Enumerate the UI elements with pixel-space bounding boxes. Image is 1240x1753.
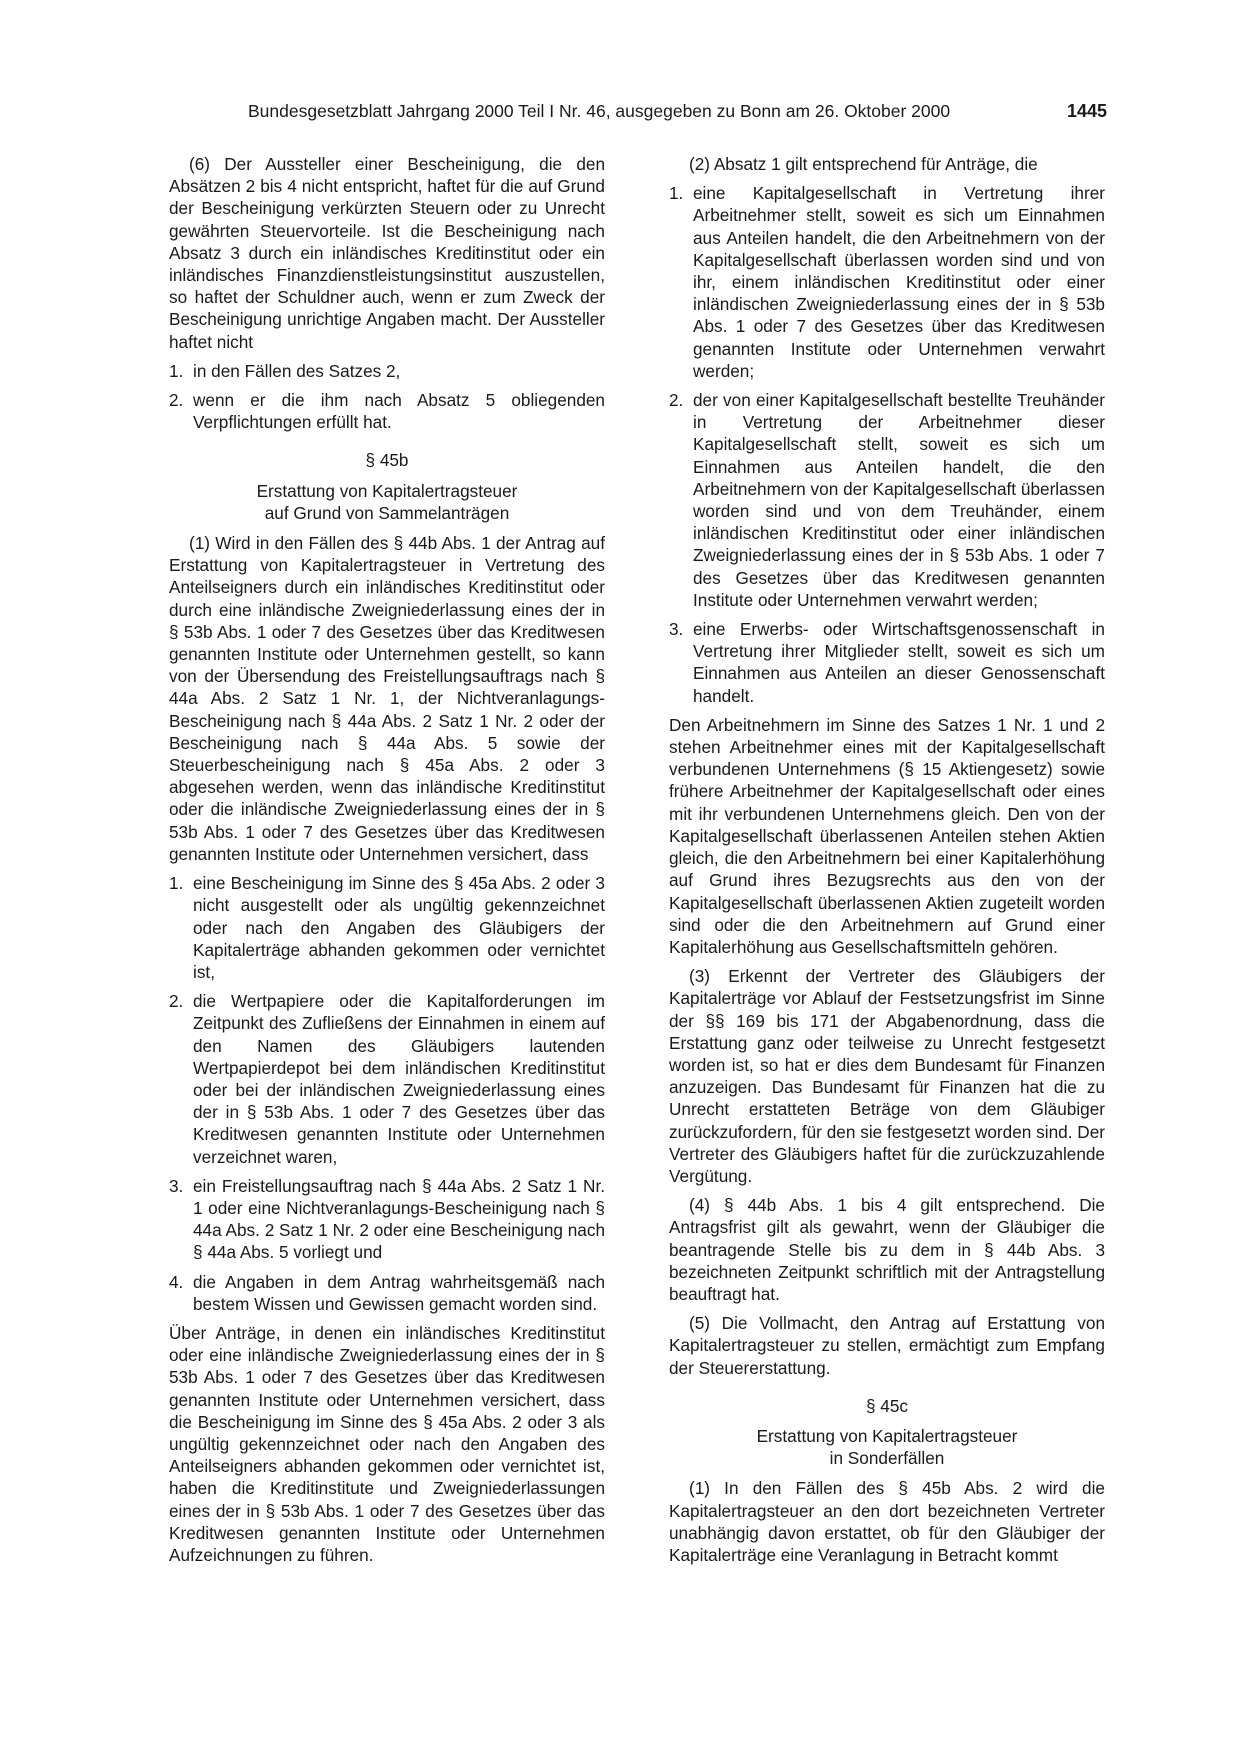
section-45b-paragraph-2-list (669, 182, 1105, 707)
list-item-text: eine Erwerbs- oder Wirtschaftsgenossenschaft in Vertretung ihrer Mitglieder stellt, soweit es sich um Einnahmen aus Anteilen an dieser Genossenschaft handelt. (693, 619, 1105, 706)
list-item-number: 3. (669, 619, 684, 640)
list-item-number: 1. (169, 360, 184, 381)
paragraph-6: (6) Der Aussteller einer Bescheinigung, die den Absätzen 2 bis 4 nicht entspricht, haftet für die auf Grund der Bescheinigung verkürzten Steuern oder zu Unrecht gewährten Steuervorteile. Ist die Bescheinigung nach Absatz 3 durch ein inländisches Kreditinstitut oder ein inländisches Finanzdienstleistungsinstitut auszustellen, so haftet der Schuldner auch, wenn er zum Zweck der Bescheinigung unrichtige Angaben macht. Der Aussteller haftet nicht (169, 154, 605, 352)
list-item-text: ein Freistellungsauftrag nach § 44a Abs. 2 Satz 1 Nr. 1 oder eine Nichtveranlagungs-Bescheinigung nach § 44a Abs. 2 Satz 1 Nr. 2 oder eine Bescheinigung nach § 44a Abs. 5 vorliegt und (193, 1175, 605, 1263)
list-item (169, 990, 605, 1168)
list-item-text: die Wertpapiere oder die Kapitalforderungen im Zeitpunkt des Zufließens der Einnahmen in einem auf den Namen des Gläubigers lautenden Wertpapierdepot bei dem inländischen Kreditinstitut oder bei der inländischen Zweigniederlassung eines der in § 53b Abs. 1 oder 7 des Gesetzes über das Kreditwesen genannten Institute oder Unternehmen verzeichnet waren, (193, 991, 605, 1167)
list-item-text: der von einer Kapitalgesellschaft bestellte Treuhänder in Vertretung der Arbeitnehmer dieser Kapitalgesellschaft stellt, soweit es sich um Einnahmen aus Anteilen handelt, die den Arbeitnehmern von der Kapitalgesellschaft überlassen worden sind und von dem Treuhänder, einem inländischen Kreditinstitut oder einer inländischen Zweigniederlassung eines der in § 53b Abs. 1 oder 7 des Gesetzes über das Kreditwesen genannten Institute oder Unternehmen verwahrt werden; (693, 390, 1105, 610)
list-item-number: 1. (669, 183, 684, 204)
section-45b-title-line2: auf Grund von Sammelanträgen (264, 502, 510, 523)
list-item-number: 2. (169, 390, 184, 411)
section-45b-paragraph-1-list (169, 872, 605, 1315)
list-item (169, 360, 605, 382)
list-item-text: wenn er die ihm nach Absatz 5 obliegenden Verpflichtungen erfüllt hat. (193, 390, 605, 433)
left-column (169, 153, 605, 1573)
right-column (669, 153, 1105, 1573)
section-45b-paragraph-3: (3) Erkennt der Vertreter des Gläubigers der Kapitalerträge vor Ablauf der Festsetzungsfrist im Sinne der §§ 169 bis 171 der Abgabenordnung, dass die Erstattung ganz oder teilweise zu Unrecht festgesetzt worden ist, so hat er dies dem Bundesamt für Finanzen anzuzeigen. Das Bundesamt für Finanzen hat die zu Unrecht erstatteten Beträge von dem Gläubiger zurückzufordern, für den sie festgesetzt worden sind. Der Vertreter des Gläubigers haftet für die zurückzuzahlende Vergütung. (669, 966, 1105, 1186)
list-item-number: 4. (169, 1271, 184, 1292)
list-item-number: 2. (169, 991, 184, 1012)
list-item-number: 1. (169, 873, 184, 894)
section-45c-title-line1: Erstattung von Kapitalertragsteuer (756, 1425, 1018, 1446)
list-item (669, 618, 1105, 707)
list-item-text: eine Bescheinigung im Sinne des § 45a Abs. 2 oder 3 nicht ausgestellt oder als ungültig gekennzeichnet oder nach den Angaben des Gläubigers der Kapitalerträge abhanden gekommen oder vernichtet ist, (193, 873, 605, 982)
section-45c-paragraph-1: (1) In den Fällen des § 45b Abs. 2 wird die Kapitalertragsteuer an den dort bezeichneten Vertreter unabhängig davon erstattet, ob für den Gläubiger der Kapitalerträge eine Veranlagung in Betracht kommt (669, 1478, 1105, 1565)
paragraph-6-list (169, 360, 605, 434)
section-45b-paragraph-1: (1) Wird in den Fällen des § 44b Abs. 1 der Antrag auf Erstattung von Kapitalertragsteuer in Vertretung des Anteilseigners durch ein inländisches Kreditinstitut oder durch eine inländische Zweigniederlassung eines der in § 53b Abs. 1 oder 7 des Gesetzes über das Kreditwesen genannten Institute oder Unternehmen gestellt, so kann von der Übersendung des Freistellungsauftrags nach § 44a Abs. 2 Satz 1 Nr. 1, der Nichtveranlagungs-Bescheinigung nach § 44a Abs. 2 Satz 1 Nr. 2 oder der Bescheinigung nach § 44a Abs. 5 sowie der Steuerbescheinigung nach § 45a Abs. 2 oder 3 abgesehen werden, wenn das inländische Kreditinstitut oder die inländische Zweigniederlassung eines der in § 53b Abs. 1 oder 7 des Gesetzes über das Kreditwesen genannten Institute oder Unternehmen versichert, dass (169, 533, 605, 864)
section-45b-sign: § 45b (365, 450, 409, 471)
section-45b-paragraph-5: (5) Die Vollmacht, den Antrag auf Erstattung von Kapitalertragsteuer zu stellen, ermächtigt zum Empfang der Steuererstattung. (669, 1313, 1105, 1378)
list-item (669, 182, 1105, 382)
list-item-text: die Angaben in dem Antrag wahrheitsgemäß nach bestem Wissen und Gewissen gemacht worden sind. (193, 1271, 605, 1314)
list-item (169, 1175, 605, 1264)
list-item (669, 389, 1105, 611)
section-45b-paragraph-2-tail: Den Arbeitnehmern im Sinne des Satzes 1 Nr. 1 und 2 stehen Arbeitnehmer eines mit der Kapitalgesellschaft verbundenen Unternehmens (§ 15 Aktiengesetz) sowie frühere Arbeitnehmer der Kapitalgesellschaft oder eines mit ihr verbundenen Unternehmens gleich. Den von der Kapitalgesellschaft überlassenen Anteilen stehen Aktien gleich, die den Arbeitnehmern bei einer Kapitalerhöhung auf Grund ihres Bezugsrechts aus den von der Kapitalgesellschaft überlassenen Aktien zugeteilt worden sind oder die den Arbeitnehmern auf Grund einer Kapitalerhöhung aus Gesellschaftsmitteln gehören. (669, 714, 1105, 957)
list-item-text: in den Fällen des Satzes 2, (193, 360, 401, 381)
section-45b-paragraph-4: (4) § 44b Abs. 1 bis 4 gilt entsprechend. Die Antragsfrist gilt als gewahrt, wenn der Gläubiger die beantragende Stelle bis zu dem in § 44b Abs. 3 bezeichneten Zeitpunkt schriftlich mit der Antragstellung beauftragt hat. (669, 1195, 1105, 1304)
page-number: 1445 (1066, 101, 1107, 121)
running-header: Bundesgesetzblatt Jahrgang 2000 Teil I Nr. 46, ausgegeben zu Bonn am 26. Oktober 2000 (248, 101, 951, 121)
list-item (169, 872, 605, 983)
section-45b-title-line1: Erstattung von Kapitalertragsteuer (256, 480, 518, 501)
section-45b-paragraph-1-tail: Über Anträge, in denen ein inländisches Kreditinstitut oder eine inländische Zweigniederlassung eines der in § 53b Abs. 1 oder 7 des Gesetzes über das Kreditwesen genannten Institute oder Unternehmen versichert, dass die Bescheinigung im Sinne des § 45a Abs. 2 oder 3 als ungültig gekennzeichnet oder nach den Angaben des Anteilseigners abhanden gekommen oder vernichtet ist, haben die Kreditinstitute und Zweigniederlassungen eines der in § 53b Abs. 1 oder 7 des Gesetzes über das Kreditwesen genannten Institute oder Unternehmen Aufzeichnungen zu führen. (169, 1322, 605, 1565)
list-item-text: eine Kapitalgesellschaft in Vertretung ihrer Arbeitnehmer stellt, soweit es sich um Einnahmen aus Anteilen handelt, die den Arbeitnehmern von der Kapitalgesellschaft überlassen worden sind und von ihr, einem inländischen Kreditinstitut oder einer inländischen Zweigniederlassung eines der in § 53b Abs. 1 oder 7 des Gesetzes über das Kreditwesen genannten Institute oder Unternehmen verwahrt werden; (693, 183, 1105, 381)
list-item-number: 3. (169, 1175, 184, 1196)
section-45c-sign: § 45c (865, 1395, 909, 1416)
list-item-number: 2. (669, 390, 684, 411)
section-45c-title-line2: in Sonderfällen (829, 1448, 945, 1469)
list-item (169, 1271, 605, 1315)
list-item (169, 389, 605, 433)
section-45b-paragraph-2: (2) Absatz 1 gilt entsprechend für Anträge, die (689, 154, 1038, 174)
